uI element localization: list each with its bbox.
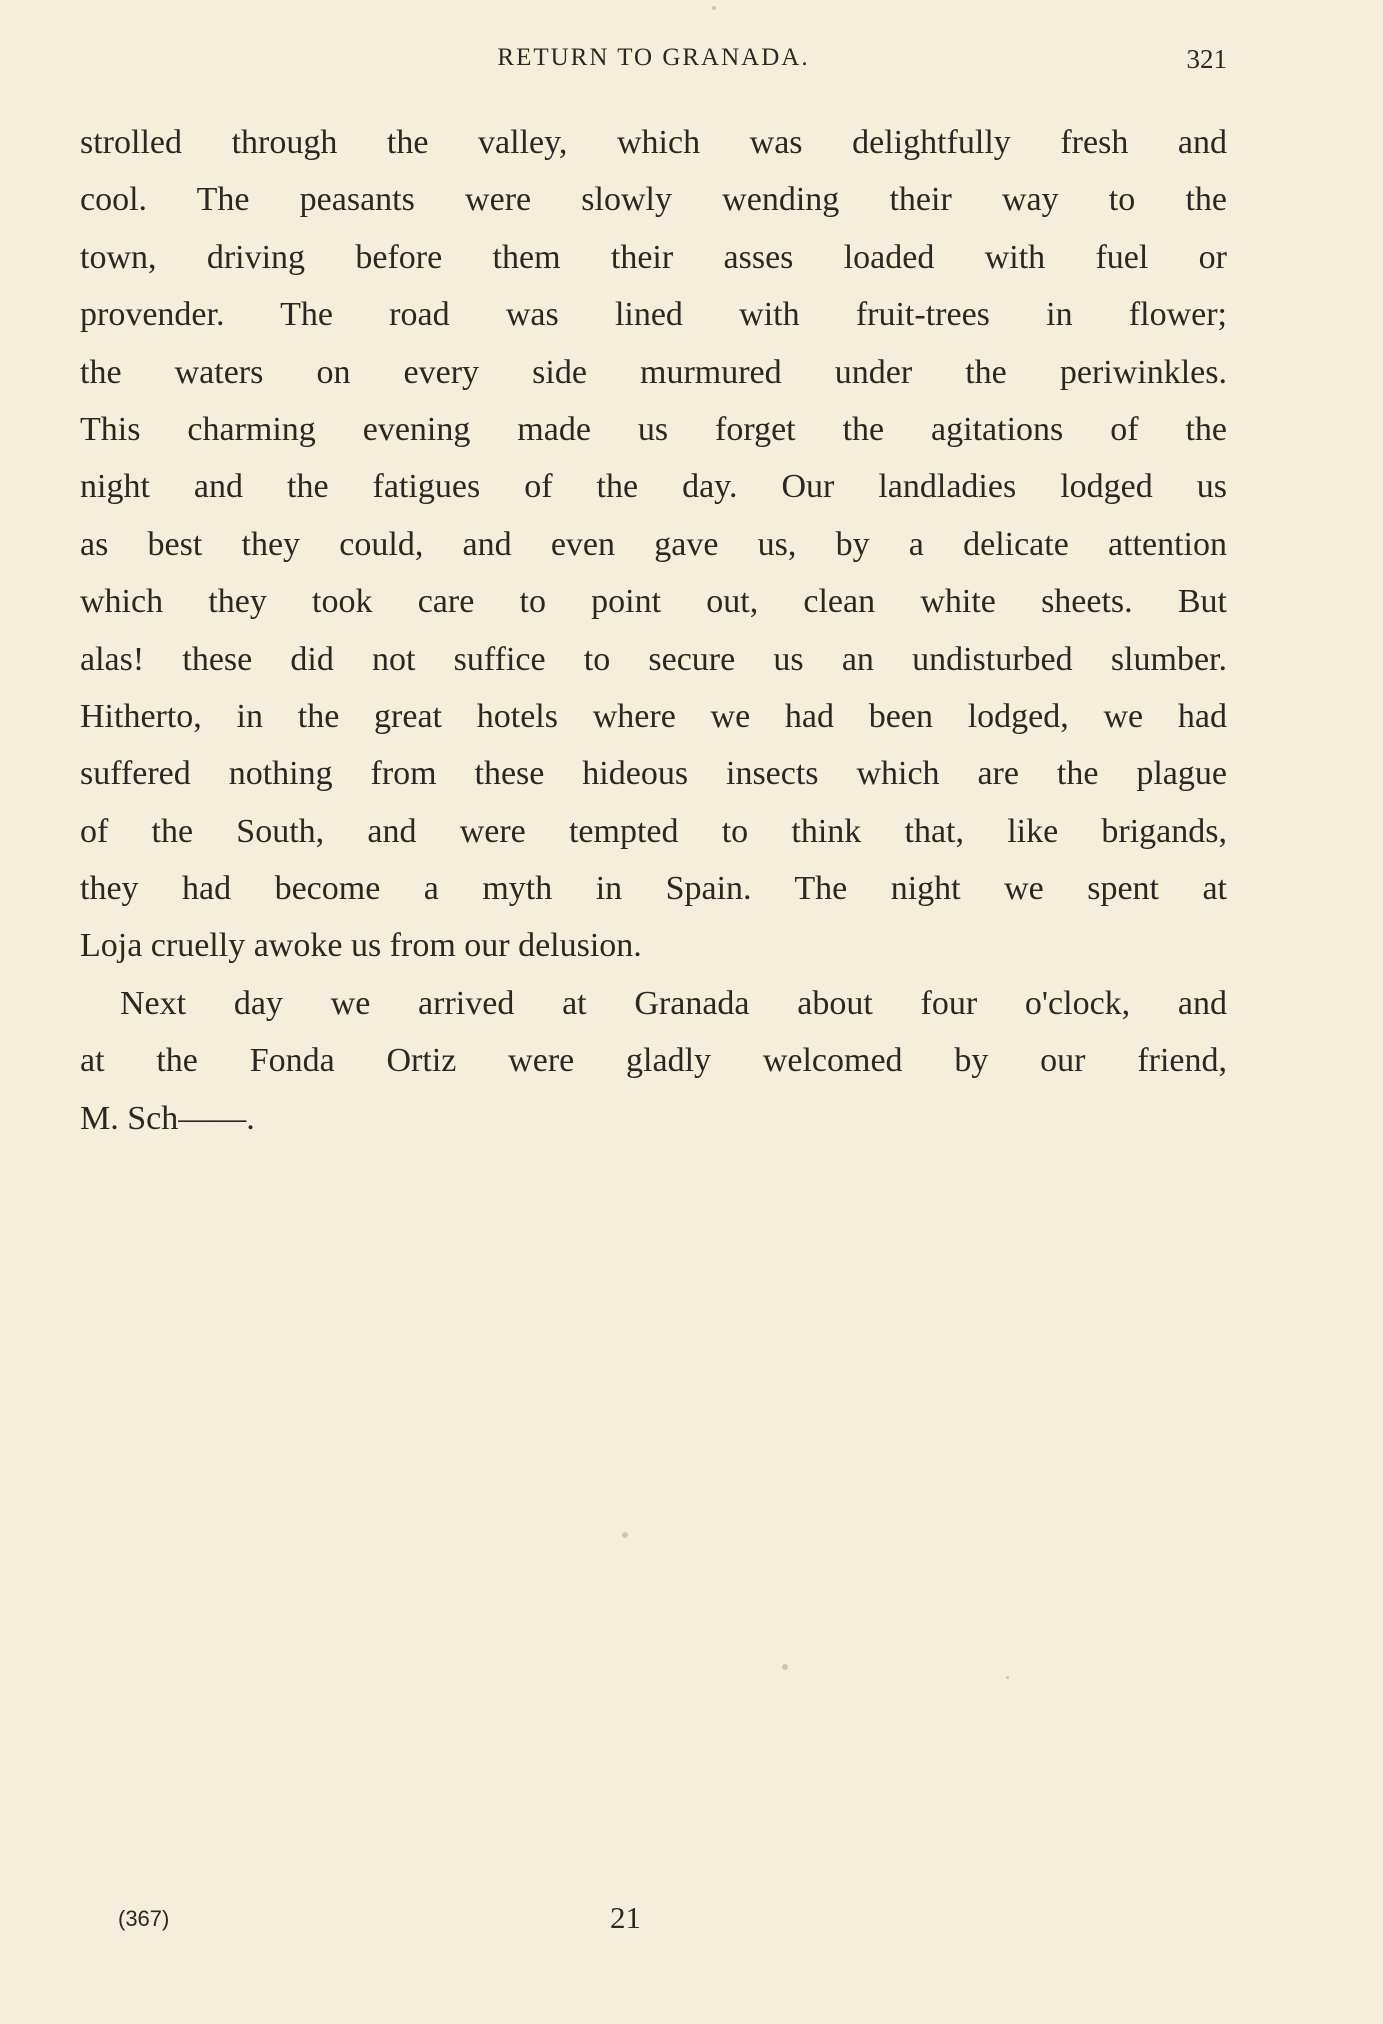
text-line: of the South, and were tempted to think that, like brigands, bbox=[80, 812, 1227, 850]
text-line: provender. The road was lined with fruit-trees in flower; bbox=[80, 296, 1227, 334]
paragraph bbox=[80, 975, 1227, 1147]
text-line: at the Fonda Ortiz were gladly welcomed by our friend, bbox=[80, 1042, 1227, 1080]
folio-number: 21 bbox=[610, 1900, 641, 1935]
running-head bbox=[80, 44, 1227, 76]
text-line: night and the fatigues of the day. Our landladies lodged us bbox=[80, 468, 1227, 506]
text-line: suffered nothing from these hideous insects which are the plague bbox=[80, 755, 1227, 793]
text-line: town, driving before them their asses loaded with fuel or bbox=[80, 238, 1227, 276]
text-line: Hitherto, in the great hotels where we had been lodged, we had bbox=[80, 697, 1227, 735]
chapter-title: RETURN TO GRANADA. bbox=[497, 44, 810, 71]
signature-mark: (367) bbox=[118, 1906, 170, 1931]
paper-speck bbox=[712, 6, 716, 10]
text-line: Next day we arrived at Granada about four o'clock, and bbox=[120, 984, 1227, 1022]
page-number: 321 bbox=[1186, 44, 1227, 74]
paper-speck bbox=[782, 1664, 788, 1670]
paper-speck bbox=[622, 1532, 628, 1538]
text-line: strolled through the valley, which was delightfully fresh and bbox=[80, 124, 1227, 161]
paper-speck bbox=[1006, 1676, 1009, 1679]
text-line: Loja cruelly awoke us from our delusion. bbox=[80, 927, 642, 965]
text-line: the waters on every side murmured under the periwinkles. bbox=[80, 353, 1227, 391]
text-line: they had become a myth in Spain. The night we spent at bbox=[80, 870, 1227, 908]
text-line: as best they could, and even gave us, by a delicate attention bbox=[80, 525, 1227, 563]
text-line: which they took care to point out, clean white sheets. But bbox=[80, 583, 1227, 621]
text-line: alas! these did not suffice to secure us an undisturbed slumber. bbox=[80, 640, 1227, 678]
body-text bbox=[80, 114, 1227, 1147]
text-line: cool. The peasants were slowly wending their way to the bbox=[80, 181, 1227, 219]
text-line: M. Sch——. bbox=[80, 1099, 255, 1137]
text-line: This charming evening made us forget the agitations of the bbox=[80, 410, 1227, 448]
paragraph bbox=[80, 114, 1227, 975]
